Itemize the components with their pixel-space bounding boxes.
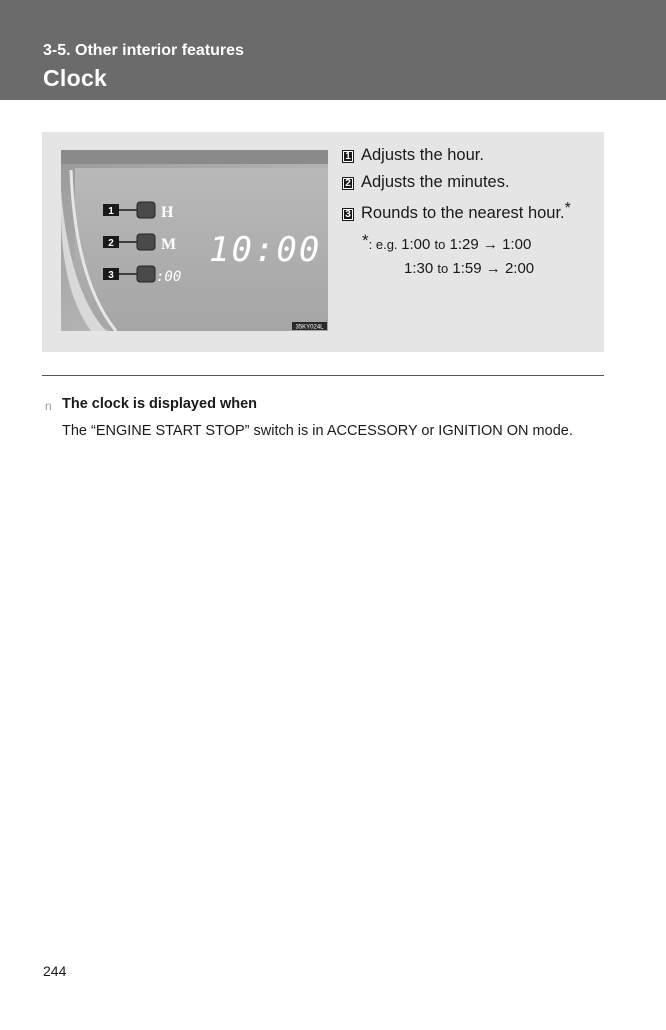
footnote-line-1 <box>362 231 531 253</box>
legend-item-3 <box>342 200 571 223</box>
callout-2-number: 2 <box>108 238 114 249</box>
footnote-prefix: : e.g. <box>368 237 402 252</box>
legend-item-1 <box>342 146 484 165</box>
footnote-2-from: 1:30 <box>404 260 434 277</box>
footnote-1-arrow: → <box>482 236 498 253</box>
legend-asterisk: * <box>564 200 571 217</box>
footnote-1-to: 1:29 <box>449 236 479 253</box>
hour-button <box>137 202 155 218</box>
note-heading: The clock is displayed when <box>62 396 258 412</box>
footnote-line-2 <box>404 260 534 277</box>
page-number: 244 <box>43 963 67 979</box>
footnote-1-from: 1:00 <box>401 236 431 253</box>
round-button-label: :00 <box>156 269 182 285</box>
footnote-1-result: 1:00 <box>502 236 532 253</box>
legend-number-3: 3 <box>342 208 354 221</box>
page-title: Clock <box>43 65 108 91</box>
footnote-2-to-word: to <box>437 261 449 276</box>
hour-button-label: H <box>161 204 174 221</box>
section-divider <box>42 375 604 376</box>
legend-number-2: 2 <box>342 177 354 190</box>
clock-illustration <box>61 150 328 331</box>
callout-1-number: 1 <box>108 206 114 217</box>
footnote-2-to: 1:59 <box>452 260 482 277</box>
page-header <box>0 0 666 100</box>
section-title: 3-5. Other interior features <box>43 42 244 59</box>
legend-item-2 <box>342 173 510 192</box>
clock-display-time: 10:00 <box>209 230 322 270</box>
round-button <box>137 266 155 282</box>
legend-number-1: 1 <box>342 150 354 163</box>
note-bullet: n <box>45 399 52 413</box>
minute-button-label: M <box>161 236 177 253</box>
footnote-1-to-word: to <box>434 237 446 252</box>
legend-text-3: Rounds to the nearest hour. <box>361 204 565 222</box>
note-body: The “ENGINE START STOP” switch is in ACCESSORY or IGNITION ON mode. <box>62 423 573 439</box>
footnote-2-arrow: → <box>485 260 501 277</box>
footnote-marker: * <box>362 231 369 250</box>
image-code: 35KY024L <box>295 324 324 331</box>
legend-text-2: Adjusts the minutes. <box>361 173 510 191</box>
footnote-2-result: 2:00 <box>504 260 535 277</box>
minute-button <box>137 234 155 250</box>
legend-text-1: Adjusts the hour. <box>361 146 484 164</box>
callout-3-number: 3 <box>108 270 114 281</box>
